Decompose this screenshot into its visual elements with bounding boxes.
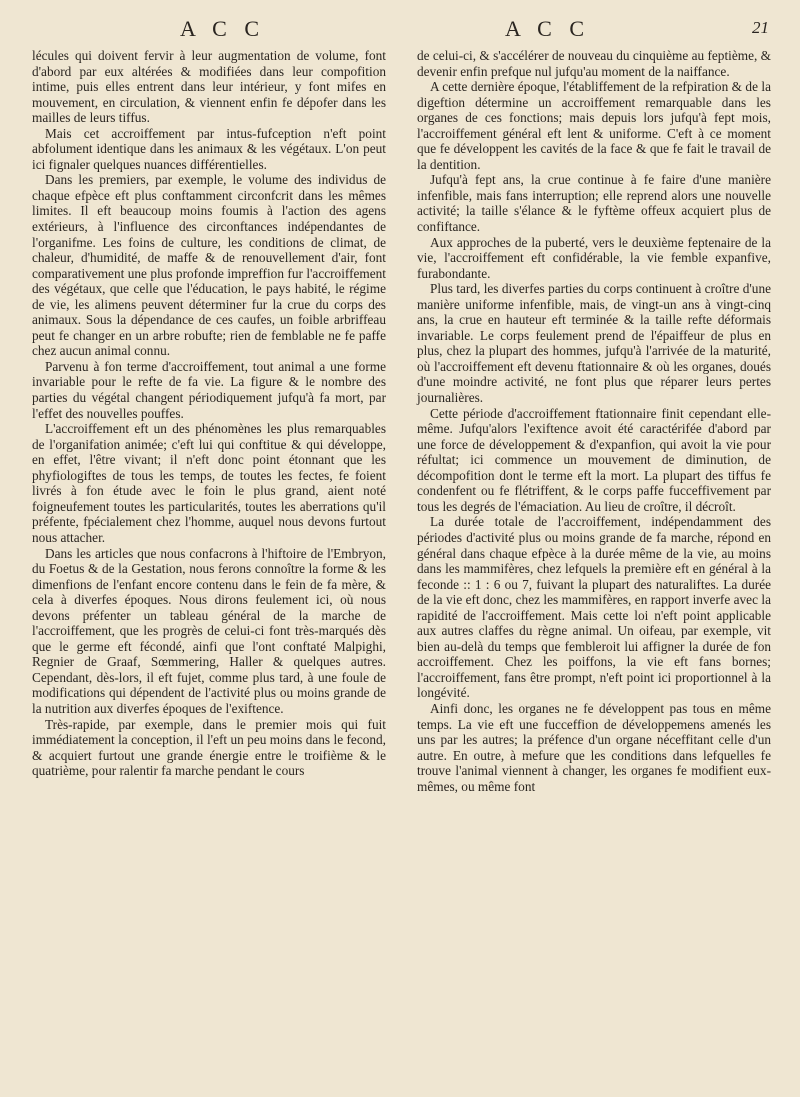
- left-running-head: A C C: [180, 16, 266, 41]
- paragraph: Mais cet accroiffement par intus-fufception n'eft point abfolument identique dans les animaux & les végétaux. L'on peut ici fignaler quelques nuances différentielles.: [32, 125, 386, 172]
- paragraph: lécules qui doivent fervir à leur augmentation de volume, font d'abord par eux altérées & modifiées dans leur compofition intime, puis elles entrent dans leur intérieur, y font mifes en mouvement, en circulation, & viennent enfin fe dépofer dans les mailles de leurs tiffus.: [32, 48, 386, 126]
- running-header: [0, 16, 800, 40]
- paragraph: Dans les articles que nous confacrons à l'hiftoire de l'Embryon, du Foetus & de la Gestation, nous ferons connoître la forme & les dimenfions de l'enfant encore contenu dans le fein de fa mère, & cela à diverfes époques. Nous dirons feulement ici, où nous devons préfenter un tableau général de la marche de l'accroiffement, que les progrès de celui-ci font très-marqués dès que le germe eft fécondé, ainfi que l'ont conftaté Malpighi, Regnier de Graaf, Sœmmering, Haller & quelques autres. Cependant, dès-lors, il eft fujet, comme plus tard, à une foule de modifications qui dépendent de l'activité plus ou moins grande de la nutrition aux diverfes époques de l'exiftence.: [32, 545, 386, 716]
- paragraph: Dans les premiers, par exemple, le volume des individus de chaque efpèce eft plus conftamment circonfcrit dans les mêmes limites. Il eft beaucoup moins foumis à l'action des agens extérieurs, à l'influence des circonftances indépendantes de l'organifme. Les foins de culture, les conditions de climat, de chaleur, d'humidité, de maffe & de renouvellement d'air, font comparativement une plus profonde impreffion fur l'accroiffement des végétaux, que celle que l'éducation, le pays habité, le régime de vie, les alimens peuvent déterminer fur la crue du corps des animaux. Sous la dépendance de ces caufes, un foible arbriffeau peut fe changer en un arbre robufte; rien de femblable ne fe paffe chez aucun animal connu.: [32, 172, 386, 359]
- left-text-column: [32, 48, 386, 779]
- paragraph: L'accroiffement eft un des phénomènes les plus remarquables de l'organifation animée; c'eft lui qui conftitue & qui développe, en effet, l'être vivant; il n'eft donc point étonnant que les phyfiologiftes de tous les temps, de toutes les fectes, fe foient livrés à fon étude avec le foin le plus grand, aient noté foigneufement toutes les particularités, toutes les aberrations qu'il préfente, fpécialement chez l'homme, auquel nous devons furtout nous attacher.: [32, 421, 386, 545]
- paragraph: de celui-ci, & s'accélérer de nouveau du cinquième au feptième, & devenir enfin prefque nul jufqu'au moment de la naiffance.: [417, 48, 771, 79]
- paragraph: Jufqu'à fept ans, la crue continue à fe faire d'une manière infenfible, mais fans interruption; elle reprend alors une nouvelle activité; la taille s'élance & le fyftème offeux acquiert plus de confiftance.: [417, 172, 771, 235]
- page-number: 21: [752, 18, 769, 37]
- paragraph: Très-rapide, par exemple, dans le premier mois qui fuit immédiatement la conception, il l'eft un peu moins dans le fecond, & acquiert furtout une grande énergie entre le troifième & le quatrième, pour ralentir fa marche pendant le cours: [32, 716, 386, 779]
- paragraph: La durée totale de l'accroiffement, indépendamment des périodes d'activité plus ou moins grande de fa marche, répond en général dans chaque efpèce à la durée même de la vie, au moins dans les mammifères, chez lefquels la première eft en général à la feconde :: 1 : 6 ou 7, fuivant la plupart des naturaliftes. La durée de la vie eft donc, chez les mammifères, en rapport inverfe avec la rapidité de l'accroiffement. Mais cette loi n'eft point applicable aux autres claffes du règne animal. Un oifeau, par exemple, vit bien au-delà du temps que fembleroit lui affigner la durée de fon accroiffement. Chez les poiffons, la vie eft fans bornes; l'accroiffement, fans être prompt, n'eft point ici proportionnel à la longévité.: [417, 514, 771, 701]
- paragraph: Parvenu à fon terme d'accroiffement, tout animal a une forme invariable pour le refte de fa vie. La figure & le nombre des parties du végétal changent périodiquement jufqu'à fa mort, par l'effet des nouvelles pouffes.: [32, 358, 386, 421]
- paragraph: Plus tard, les diverfes parties du corps continuent à croître d'une manière uniforme infenfible, mais, de vingt-un ans à vingt-cinq ans, la crue en hauteur eft terminée & la taille refte déformais invariable. Le corps feulement prend de l'épaiffeur de plus en plus, chez la plupart des hommes, jufqu'à l'arrivée de la maturité, où l'accroiffement eft devenu ftationnaire & où les organes, doués d'une moindre activité, ne font plus que réparer leurs pertes journalières.: [417, 281, 771, 406]
- paragraph: Cette période d'accroiffement ftationnaire finit cependant elle-même. Jufqu'alors l'exiftence avoit été caractérifée d'abord par une force de développement & d'expanfion, qui avoit la vie pour réfultat; ici commence un mouvement de diminution, de décompofition dont le terme eft la mort. La plupart des tiffus fe condenfent ou fe flétriffent, & le corps paffe fucceffivement par tous les degrés de l'émaciation. Au lieu de croître, il décroît.: [417, 405, 771, 514]
- paragraph: Ainfi donc, les organes ne fe développent pas tous en même temps. La vie eft une fucceffion de développemens amenés les uns par les autres; la préfence d'un organe néceffitant celle d'un autre. En outre, à mefure que les conditions dans lefquelles fe trouve l'animal viennent à changer, les organes fe modifient eux-mêmes, ou même font: [417, 700, 771, 794]
- right-text-column: [417, 48, 771, 794]
- right-running-head: A C C: [505, 16, 591, 41]
- paragraph: A cette dernière époque, l'établiffement de la refpiration & de la digeftion détermine un accroiffement remarquable dans les organes de ces fonctions; mais depuis lors jufqu'à fept mois, l'accroiffement général eft lent & uniforme. C'eft à ce moment que fe développent les cavités de la face & que fe fait le travail de la dentition.: [417, 79, 771, 172]
- paragraph: Aux approches de la puberté, vers le deuxième feptenaire de la vie, l'accroiffement eft confidérable, la vie femble expanfive, furabondante.: [417, 234, 771, 281]
